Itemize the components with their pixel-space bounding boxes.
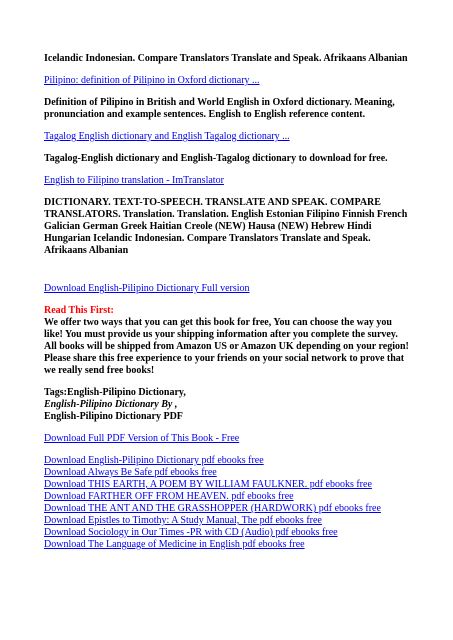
download-link-item[interactable]: Download Sociology in Our Times -PR with CD (Audio) pdf ebooks free [44,527,338,538]
full-pdf-link[interactable]: Download Full PDF Version of This Book - Free [44,433,240,444]
definition-paragraph: Definition of Pilipino in British and World English in Oxford dictionary. Meaning, pronunciation and example sentences. English to English reference content. [44,97,395,120]
pilipino-oxford-link[interactable]: Pilipino: definition of Pilipino in Oxford dictionary ... [44,75,260,86]
download-link-item[interactable]: Download FARTHER OFF FROM HEAVEN. pdf ebooks free [44,491,294,502]
download-link-item[interactable]: Download The Language of Medicine in English pdf ebooks free [44,539,305,550]
offer-paragraph: We offer two ways that you can get this book for free, You can choose the way you like! You must provide us your shipping information after you complete the survey. All books will be shipped from Amazon US or Amazon UK depending on your region! Please share this free experience to your friends on your social network to prove that we really send free books! [44,317,409,376]
imtranslator-link[interactable]: English to Filipino translation - ImTranslator [44,175,224,186]
intro-paragraph: Icelandic Indonesian. Compare Translators Translate and Speak. Afrikaans Albanian [44,53,408,64]
download-link-item[interactable]: Download THE ANT AND THE GRASSHOPPER (HARDWORK) pdf ebooks free [44,503,381,514]
download-link-item[interactable]: Download THIS EARTH, A POEM BY WILLIAM FAULKNER. pdf ebooks free [44,479,372,490]
tagalog-dictionary-link[interactable]: Tagalog English dictionary and English Tagalog dictionary ... [44,131,290,142]
download-link-item[interactable]: Download Epistles to Timothy: A Study Manual, The pdf ebooks free [44,515,322,526]
download-links-list [44,455,409,551]
read-first-heading: Read This First: [44,305,114,316]
tagalog-paragraph: Tagalog-English dictionary and English-Tagalog dictionary to download for free. [44,153,388,164]
tags-pdf-line: English-Pilipino Dictionary PDF [44,411,183,422]
translator-paragraph: DICTIONARY. TEXT-TO-SPEECH. TRANSLATE AND SPEAK. COMPARE TRANSLATORS. Translation. Translation. English Estonian Filipino Finnish French Galician German Greek Haitian Creole (NEW) Hausa (NEW) Hebrew Hindi Hungarian Icelandic Indonesian. Compare Translators Translate and Speak. Afrikaans Albanian [44,197,408,256]
tags-line: Tags:English-Pilipino Dictionary, [44,387,186,398]
download-link-item[interactable]: Download English-Pilipino Dictionary pdf ebooks free [44,455,264,466]
download-full-version-link[interactable]: Download English-Pilipino Dictionary Full version [44,283,250,294]
tags-by-line: English-Pilipino Dictionary By , [44,399,178,410]
download-link-item[interactable]: Download Always Be Safe pdf ebooks free [44,467,217,478]
